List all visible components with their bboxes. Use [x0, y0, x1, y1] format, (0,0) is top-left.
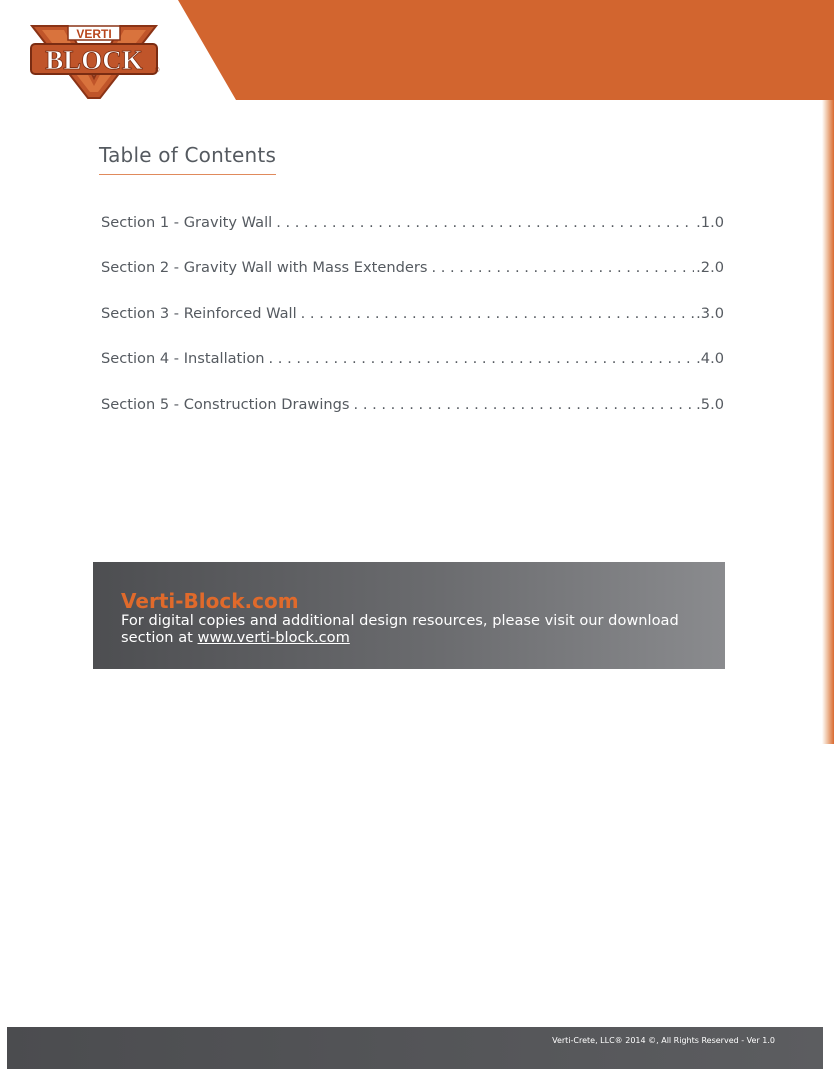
- logo-registered-mark: ®: [155, 68, 160, 74]
- toc-dot-leader: [269, 350, 695, 367]
- toc-item-label: Section 3 - Reinforced Wall: [101, 304, 297, 322]
- toc-item-label: Section 4 - Installation: [101, 350, 265, 368]
- promo-text: [121, 612, 711, 646]
- toc-item-page: .2.0: [696, 259, 724, 277]
- promo-title: Verti-Block.com: [121, 589, 299, 613]
- toc-dot-leader: [354, 396, 695, 413]
- footer-copyright: Verti-Crete, LLC® 2014 ©, All Rights Reserved - Ver 1.0: [552, 1036, 775, 1045]
- toc-item-page: .5.0: [696, 395, 724, 413]
- toc-dot-leader: [431, 259, 694, 276]
- toc-item-page: .1.0: [696, 214, 724, 231]
- toc-item-page: .3.0: [696, 304, 724, 322]
- toc-item-label: Section 2 - Gravity Wall with Mass Extenders: [101, 259, 428, 277]
- toc-item-section-5[interactable]: [101, 396, 724, 441]
- toc-title-underline: [99, 174, 276, 175]
- side-accent-stripe: [822, 100, 834, 744]
- toc-item-section-1[interactable]: [101, 214, 724, 259]
- promo-text-body: For digital copies and additional design resources, please visit our download section at: [121, 612, 679, 646]
- footer-bar: [7, 1027, 823, 1069]
- toc-item-section-4[interactable]: [101, 350, 724, 395]
- toc-dot-leader: [276, 214, 694, 231]
- toc-title: Table of Contents: [99, 143, 277, 167]
- download-promo-box: [93, 562, 725, 669]
- toc-item-label: Section 5 - Construction Drawings: [101, 395, 350, 413]
- website-link[interactable]: www.verti-block.com: [197, 629, 350, 646]
- toc-list: [101, 214, 724, 441]
- logo-top-word: VERTI: [76, 27, 112, 41]
- verti-block-logo: [28, 22, 160, 100]
- toc-item-page: .4.0: [696, 350, 724, 368]
- toc-item-label: Section 1 - Gravity Wall: [101, 214, 273, 231]
- toc-dot-leader: [301, 305, 694, 322]
- toc-item-section-2[interactable]: [101, 259, 724, 304]
- logo-main-word: BLOCK: [45, 45, 143, 75]
- toc-item-section-3[interactable]: [101, 305, 724, 350]
